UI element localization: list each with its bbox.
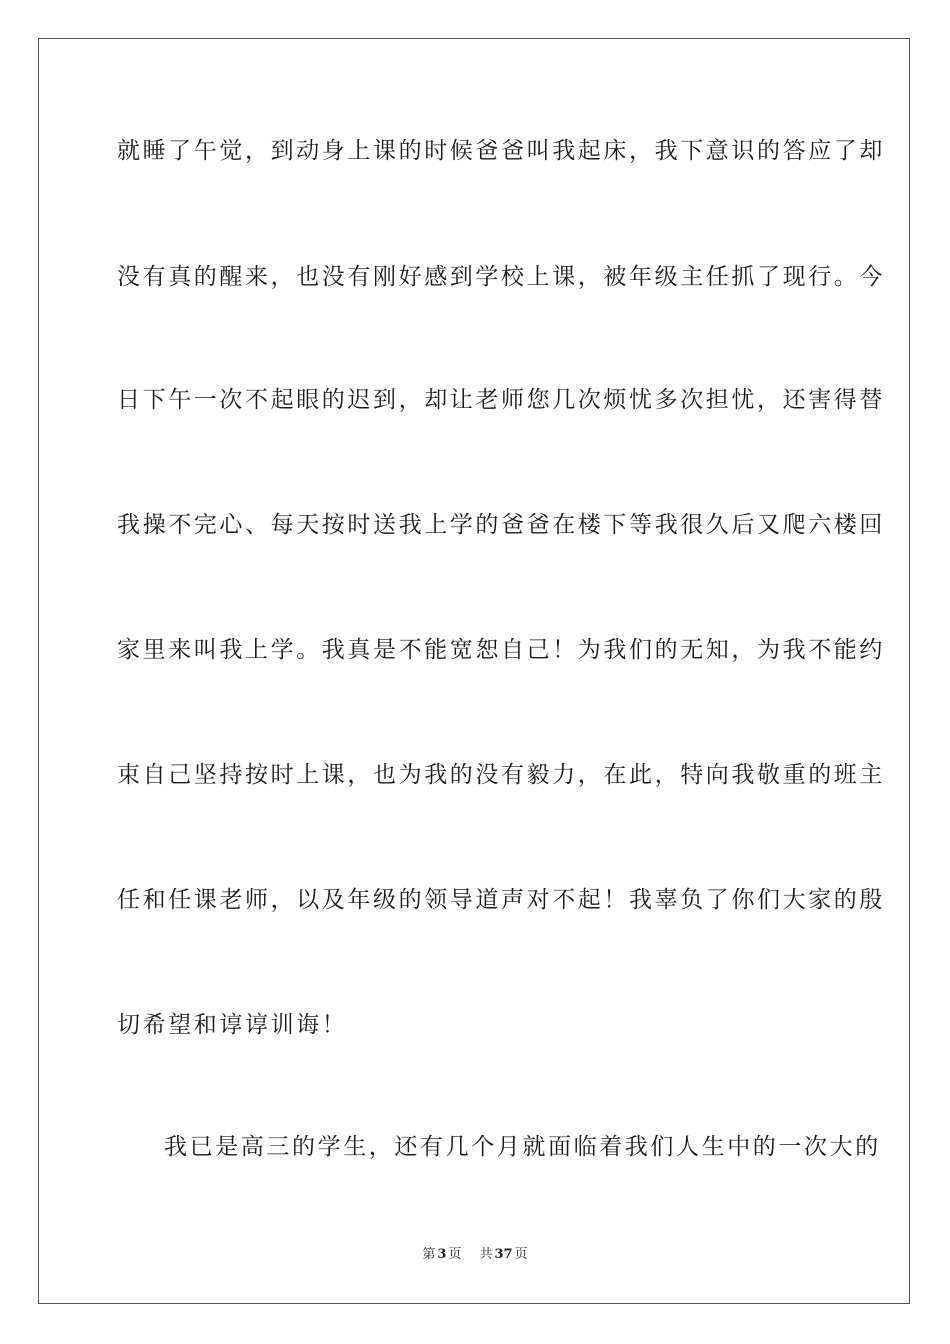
text-line-7: 任和任课老师，以及年级的领导道声对不起！我辜负了你们大家的殷 [117, 887, 885, 913]
footer-total-prefix: 共 [479, 1247, 493, 1262]
text-line-5: 家里来叫我上学。我真是不能宽恕自己！为我们的无知，为我不能约 [117, 637, 885, 663]
text-line-4: 我操不完心、每天按时送我上学的爸爸在楼下等我很久后又爬六楼回 [117, 512, 885, 538]
footer-page-number: 3 [437, 1247, 447, 1262]
footer-total-number: 37 [494, 1247, 513, 1262]
footer-total-suffix: 页 [514, 1247, 528, 1262]
text-line-2: 没有真的醒来，也没有刚好感到学校上课，被年级主任抓了现行。今 [117, 264, 885, 290]
text-line-8: 切希望和谆谆训诲！ [117, 1012, 348, 1038]
text-line-3: 日下午一次不起眼的迟到，却让老师您几次烦忧多次担忧，还害得替 [117, 387, 885, 413]
footer-page-suffix: 页 [448, 1247, 462, 1262]
footer-page-prefix: 第 [422, 1247, 436, 1262]
page-border [38, 38, 910, 1304]
paragraph-start-line: 我已是高三的学生，还有几个月就面临着我们人生中的一次大的 [164, 1134, 881, 1160]
text-line-6: 束自己坚持按时上课，也为我的没有毅力，在此，特向我敬重的班主 [117, 762, 885, 788]
page-footer [0, 1246, 950, 1264]
text-line-1: 就睡了午觉，到动身上课的时候爸爸叫我起床，我下意识的答应了却 [117, 138, 885, 164]
